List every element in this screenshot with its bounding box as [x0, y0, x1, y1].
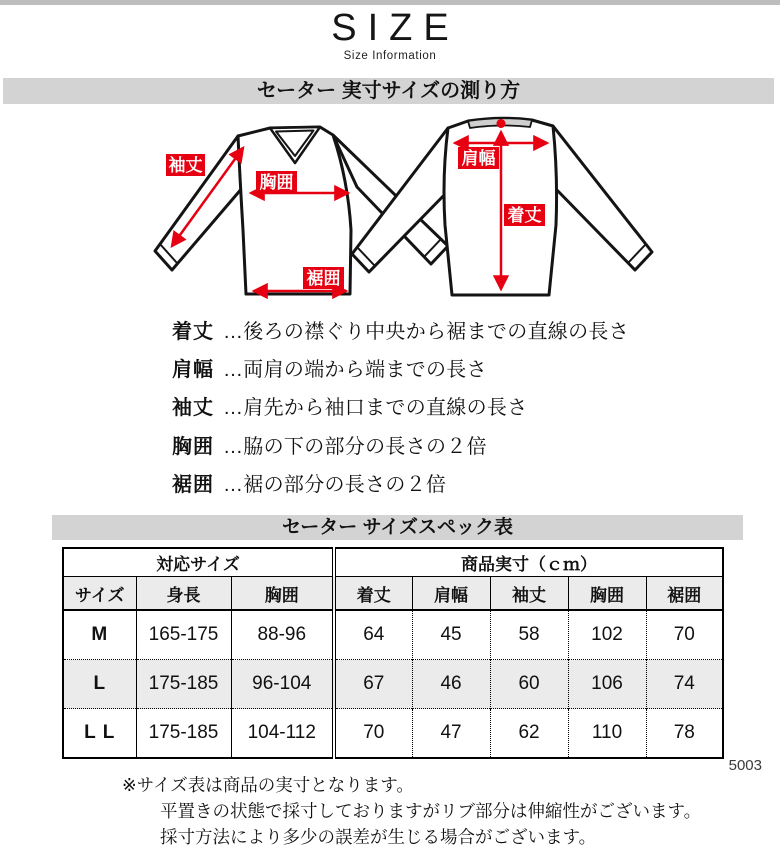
svg-text:裾囲: 裾囲: [306, 269, 341, 288]
shoulder-value: 45: [412, 610, 490, 660]
page-subtitle: Size Information: [343, 50, 437, 62]
table-group-header-row: [63, 548, 723, 577]
definition-desc: …肩先から袖口までの直線の長さ: [223, 397, 528, 420]
footnote-line: ※サイズ表は商品の実寸となります。: [122, 775, 414, 795]
definition-desc: …両肩の端から端までの長さ: [223, 359, 487, 382]
height-value: 175-185: [136, 709, 231, 759]
svg-text:着丈: 着丈: [507, 206, 542, 225]
definition-term: 袖丈: [172, 397, 214, 420]
col-header-chest-fit: 胸囲: [231, 577, 334, 611]
hem-value: 74: [646, 660, 723, 709]
body-length-value: 70: [334, 709, 412, 759]
col-header-shoulder: 肩幅: [412, 577, 490, 611]
table-row-m: [63, 610, 723, 660]
sleeve-length-label: [166, 154, 205, 176]
chest-value: 110: [568, 709, 646, 759]
shoulder-value: 46: [412, 660, 490, 709]
sleeve-value: 62: [490, 709, 568, 759]
hem-width-label: [303, 267, 344, 289]
col-header-sleeve: 袖丈: [490, 577, 568, 611]
sleeve-value: 60: [490, 660, 568, 709]
svg-text:袖丈: 袖丈: [168, 156, 203, 175]
body-length-value: 64: [334, 610, 412, 660]
collar-center-dot: [497, 119, 506, 128]
size-value: L: [63, 660, 136, 709]
size-spec-table: [62, 547, 724, 759]
table-row-ll: [63, 709, 723, 759]
svg-text:肩幅: 肩幅: [461, 149, 496, 168]
svg-text:胸囲: 胸囲: [259, 173, 294, 192]
body-length-value: 67: [334, 660, 412, 709]
spec-heading-bar: セーター サイズスペック表: [52, 515, 743, 540]
definition-term: 裾囲: [172, 474, 214, 497]
definition-desc: …脇の下の部分の長さの２倍: [223, 435, 487, 458]
hem-value: 78: [646, 709, 723, 759]
sleeve-value: 58: [490, 610, 568, 660]
measurement-definitions: [172, 310, 629, 502]
table-row-l: [63, 660, 723, 709]
footnote-line: 採寸方法により多少の誤差が生じる場合がございます。: [160, 827, 597, 847]
chest-fit-value: 88-96: [231, 610, 334, 660]
definition-term: 胸囲: [172, 435, 214, 458]
shoulder-width-label: [458, 147, 499, 169]
top-divider-strip: [0, 0, 780, 5]
col-header-size: サイズ: [63, 577, 136, 611]
shoulder-value: 47: [412, 709, 490, 759]
hem-value: 70: [646, 610, 723, 660]
sweater-measurement-diagram: [0, 105, 780, 305]
page-title: SIZE: [331, 7, 460, 49]
product-code: 5003: [728, 757, 762, 774]
size-value: M: [63, 610, 136, 660]
body-length-label: [504, 204, 545, 226]
definition-term: 肩幅: [172, 359, 214, 382]
col-header-height: 身長: [136, 577, 231, 611]
definition-desc: …後ろの襟ぐり中央から裾までの直線の長さ: [223, 320, 629, 343]
footnotes: [122, 772, 701, 850]
definition-hem: [172, 464, 629, 502]
definition-desc: …裾の部分の長さの２倍: [223, 474, 447, 497]
chest-fit-value: 96-104: [231, 660, 334, 709]
definition-term: 着丈: [172, 320, 214, 343]
height-value: 175-185: [136, 660, 231, 709]
definition-body-length: [172, 310, 629, 348]
chest-fit-value: 104-112: [231, 709, 334, 759]
definition-chest: [172, 425, 629, 463]
group-header-actual-size: 商品実寸（ｃｍ）: [334, 548, 723, 577]
col-header-hem: 裾囲: [646, 577, 723, 611]
footnote-line: 平置きの状態で採寸しておりますがリブ部分は伸縮性がございます。: [160, 801, 702, 821]
measuring-heading-bar: セーター 実寸サイズの測り方: [3, 78, 774, 104]
chest-value: 102: [568, 610, 646, 660]
col-header-chest: 胸囲: [568, 577, 646, 611]
size-value: L L: [63, 709, 136, 759]
group-header-fit-size: 対応サイズ: [63, 548, 334, 577]
chest-value: 106: [568, 660, 646, 709]
definition-sleeve-length: [172, 387, 629, 425]
col-header-body-length: 着丈: [334, 577, 412, 611]
height-value: 165-175: [136, 610, 231, 660]
definition-shoulder-width: [172, 348, 629, 386]
table-column-header-row: [63, 577, 723, 611]
chest-width-label: [256, 171, 297, 193]
